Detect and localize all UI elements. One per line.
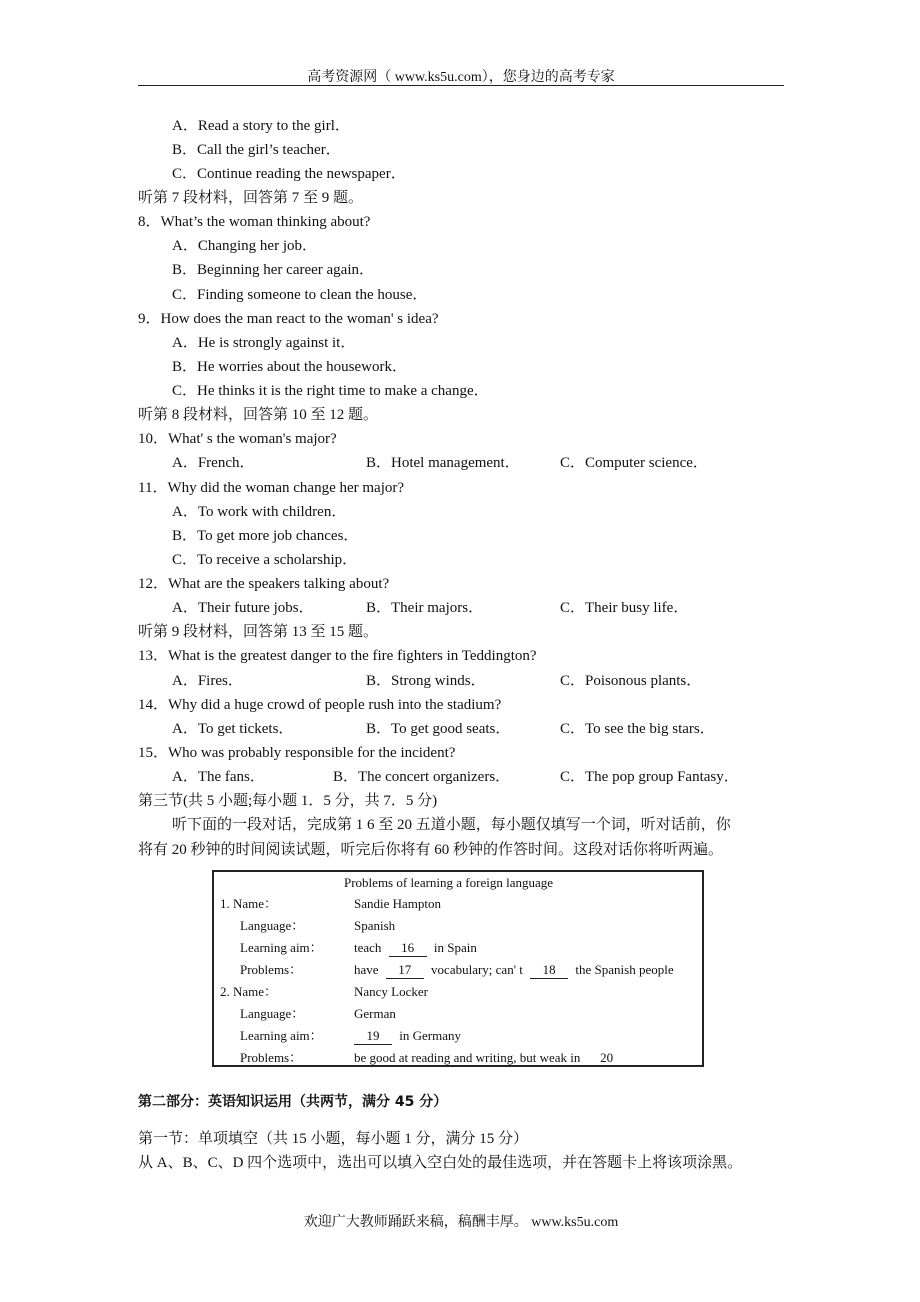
q8-option-a: A．Changing her job． <box>172 238 317 254</box>
section-9-instruction: 听第 9 段材料，回答第 13 至 15 题。 <box>138 624 379 640</box>
q14-question: 14．Why did a huge crowd of people rush into the stadium? <box>138 697 502 713</box>
q11-option-a: A．To work with children． <box>172 504 347 520</box>
p2-aim <box>354 1028 461 1045</box>
q13-option-a: A．Fires． <box>172 673 243 689</box>
q9-option-c: C．He thinks it is the right time to make a change． <box>172 383 489 399</box>
p1-problems <box>354 962 674 979</box>
p1-prob-mid: vocabulary; can' t <box>431 962 523 977</box>
q11-option-b: B．To get more job chances． <box>172 528 359 544</box>
table-title: Problems of learning a foreign language <box>344 875 554 890</box>
p1-name-label: 1. Name： <box>220 896 278 911</box>
q13-question: 13．What is the greatest danger to the fire fighters in Teddington? <box>138 648 537 664</box>
q7-option-b: B．Call the girl’s teacher． <box>172 142 341 158</box>
q9-question: 9．How does the man react to the woman' s idea? <box>138 311 439 327</box>
p2-problems <box>354 1050 630 1067</box>
blank-18[interactable]: 18 <box>530 962 568 979</box>
part2-title: 第二部分：英语知识运用（共两节，满分 45 分） <box>138 1094 448 1110</box>
q13-option-c: C．Poisonous plants． <box>560 673 702 689</box>
q7-option-a: A．Read a story to the girl． <box>172 118 350 134</box>
p1-problems-label: Problems： <box>240 962 303 977</box>
p1-name: Sandie Hampton <box>354 896 442 911</box>
q11-option-c: C．To receive a scholarship． <box>172 552 358 568</box>
q12-option-a: A．Their future jobs． <box>172 600 314 616</box>
p2-name-label: 2. Name： <box>220 984 278 999</box>
part3-instruction-2: 将有 20 秒钟的时间阅读试题，听完后你将有 60 秒钟的作答时间。这段对话你将听两遍。 <box>138 842 724 858</box>
p2-problems-label: Problems： <box>240 1050 303 1065</box>
blank-19[interactable]: 19 <box>354 1028 392 1045</box>
p2-aim-label: Learning aim： <box>240 1028 323 1043</box>
part2-instruction: 从 A、B、C、D 四个选项中，选出可以填入空白处的最佳选项，并在答题卡上将该项涂黑。 <box>138 1155 743 1171</box>
q10-option-a: A．French． <box>172 455 255 471</box>
q8-question: 8．What’s the woman thinking about? <box>138 214 371 230</box>
page-footer: 欢迎广大教师踊跃来稿，稿酬丰厚。 www.ks5u.com <box>303 1215 619 1230</box>
q13-option-b: B．Strong winds． <box>366 673 486 689</box>
p1-prob-pre: have <box>354 962 379 977</box>
page-header: 高考资源网（ www.ks5u.com），您身边的高考专家 <box>307 70 615 85</box>
q12-option-b: B．Their majors． <box>366 600 484 616</box>
q10-option-c: C．Computer science． <box>560 455 708 471</box>
q14-option-c: C．To see the big stars． <box>560 721 715 737</box>
p1-aim <box>354 940 477 957</box>
section-8-instruction: 听第 8 段材料，回答第 10 至 12 题。 <box>138 407 379 423</box>
p1-aim-pre: teach <box>354 940 382 955</box>
p1-language: Spanish <box>354 918 396 933</box>
p1-prob-post: the Spanish people <box>575 962 674 977</box>
q11-question: 11．Why did the woman change her major? <box>138 480 405 496</box>
q15-option-b: B．The concert organizers． <box>333 769 511 785</box>
p1-language-label: Language： <box>240 918 305 933</box>
q14-option-a: A．To get tickets． <box>172 721 294 737</box>
q7-option-c: C．Continue reading the newspaper． <box>172 166 406 182</box>
q15-option-c: C．The pop group Fantasy． <box>560 769 739 785</box>
section-7-instruction: 听第 7 段材料，回答第 7 至 9 题。 <box>138 190 364 206</box>
blank-20[interactable]: 20 <box>588 1050 626 1067</box>
p2-prob-pre: be good at reading and writing, but weak in <box>354 1050 581 1065</box>
part2-section1-title: 第一节：单项填空（共 15 小题，每小题 1 分，满分 15 分） <box>138 1131 529 1147</box>
p2-name: Nancy Locker <box>354 984 428 999</box>
q15-option-a: A．The fans． <box>172 769 265 785</box>
q15-question: 15．Who was probably responsible for the incident? <box>138 745 456 761</box>
part3-title: 第三节(共 5 小题;每小题 1．5 分，共 7．5 分) <box>138 793 438 809</box>
header-divider <box>138 85 784 86</box>
blank-16[interactable]: 16 <box>389 940 427 957</box>
p1-aim-label: Learning aim： <box>240 940 323 955</box>
p2-language: German <box>354 1006 396 1021</box>
q8-option-b: B．Beginning her career again． <box>172 262 375 278</box>
p2-language-label: Language： <box>240 1006 305 1021</box>
fill-in-table <box>212 870 704 1067</box>
blank-17[interactable]: 17 <box>386 962 424 979</box>
q9-option-a: A．He is strongly against it． <box>172 335 356 351</box>
q10-option-b: B．Hotel management． <box>366 455 520 471</box>
p2-aim-post: in Germany <box>399 1028 461 1043</box>
part3-instruction-1: 听下面的一段对话，完成第 1 6 至 20 五道小题，每小题仅填写一个词，听对话前，你 <box>172 817 731 833</box>
q10-question: 10．What' s the woman's major? <box>138 431 337 447</box>
q12-option-c: C．Their busy life． <box>560 600 689 616</box>
q12-question: 12．What are the speakers talking about? <box>138 576 390 592</box>
q14-option-b: B．To get good seats． <box>366 721 511 737</box>
p1-aim-post: in Spain <box>433 940 477 955</box>
q9-option-b: B．He worries about the housework． <box>172 359 407 375</box>
q8-option-c: C．Finding someone to clean the house． <box>172 287 428 303</box>
